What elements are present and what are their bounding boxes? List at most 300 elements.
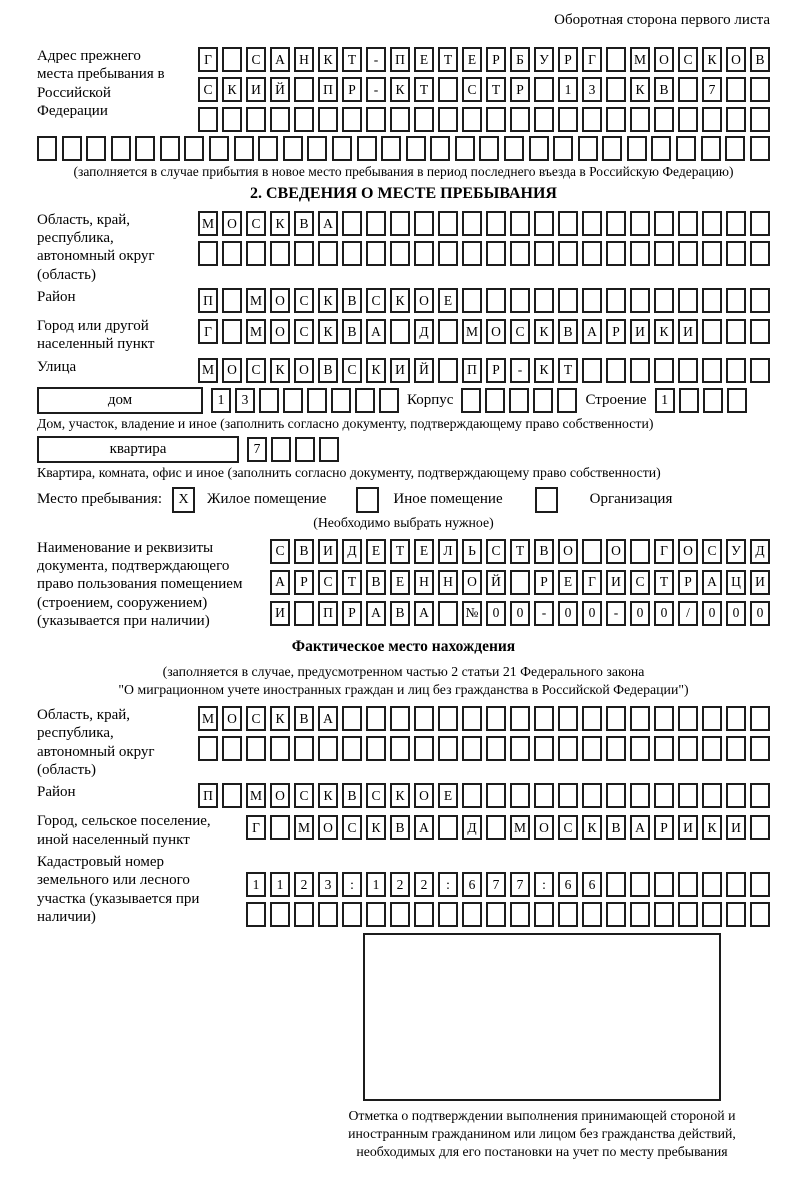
char-cell[interactable] (318, 736, 338, 761)
char-cell[interactable] (534, 783, 554, 808)
char-cell[interactable]: 0 (486, 601, 506, 626)
char-cell[interactable] (678, 872, 698, 897)
char-cell[interactable]: Р (654, 815, 674, 840)
char-cell[interactable] (606, 902, 626, 927)
char-cell[interactable] (750, 241, 770, 266)
char-cell[interactable]: К (318, 288, 338, 313)
char-cell[interactable]: 6 (558, 872, 578, 897)
char-cell[interactable] (678, 902, 698, 927)
char-cell[interactable] (438, 77, 458, 102)
char-cell[interactable] (679, 388, 699, 413)
char-cell[interactable] (558, 288, 578, 313)
char-cell[interactable]: Д (342, 539, 362, 564)
house-type-box[interactable] (37, 387, 203, 414)
char-cell[interactable] (558, 241, 578, 266)
char-cell[interactable] (702, 211, 722, 236)
char-cell[interactable]: С (558, 815, 578, 840)
char-cell[interactable]: И (678, 319, 698, 344)
char-cell[interactable] (332, 136, 352, 161)
char-cell[interactable] (558, 736, 578, 761)
char-cell[interactable]: М (246, 783, 266, 808)
char-cell[interactable]: 6 (582, 872, 602, 897)
char-cell[interactable] (37, 136, 57, 161)
char-cell[interactable] (726, 77, 746, 102)
char-cell[interactable] (702, 902, 722, 927)
char-cell[interactable]: С (366, 783, 386, 808)
char-cell[interactable]: Т (486, 77, 506, 102)
char-cell[interactable]: 1 (211, 388, 231, 413)
char-cell[interactable] (553, 136, 573, 161)
char-cell[interactable] (319, 437, 339, 462)
char-cell[interactable]: М (246, 319, 266, 344)
char-cell[interactable]: / (678, 601, 698, 626)
char-cell[interactable]: К (582, 815, 602, 840)
char-cell[interactable] (246, 736, 266, 761)
char-cell[interactable] (630, 241, 650, 266)
char-cell[interactable]: 3 (235, 388, 255, 413)
char-cell[interactable] (534, 288, 554, 313)
char-cell[interactable] (606, 872, 626, 897)
char-cell[interactable] (270, 736, 290, 761)
char-cell[interactable] (725, 136, 745, 161)
char-cell[interactable] (606, 77, 626, 102)
char-cell[interactable]: Р (558, 47, 578, 72)
char-cell[interactable]: Г (198, 47, 218, 72)
char-cell[interactable] (630, 288, 650, 313)
char-cell[interactable]: - (606, 601, 626, 626)
char-cell[interactable]: П (198, 783, 218, 808)
char-cell[interactable] (702, 241, 722, 266)
char-cell[interactable] (750, 211, 770, 236)
char-cell[interactable]: С (294, 783, 314, 808)
char-cell[interactable] (727, 388, 747, 413)
char-cell[interactable] (558, 783, 578, 808)
char-cell[interactable] (307, 136, 327, 161)
char-cell[interactable]: В (654, 77, 674, 102)
char-cell[interactable] (356, 487, 379, 513)
char-cell[interactable] (678, 288, 698, 313)
char-cell[interactable]: В (750, 47, 770, 72)
char-cell[interactable] (438, 358, 458, 383)
char-cell[interactable]: П (390, 47, 410, 72)
char-cell[interactable] (486, 736, 506, 761)
char-cell[interactable] (510, 211, 530, 236)
char-cell[interactable] (630, 211, 650, 236)
char-cell[interactable] (438, 736, 458, 761)
char-cell[interactable]: : (534, 872, 554, 897)
char-cell[interactable]: К (390, 288, 410, 313)
char-cell[interactable] (342, 706, 362, 731)
char-cell[interactable] (703, 388, 723, 413)
char-cell[interactable]: : (438, 872, 458, 897)
char-cell[interactable] (582, 736, 602, 761)
char-cell[interactable] (582, 783, 602, 808)
char-cell[interactable]: П (318, 77, 338, 102)
char-cell[interactable] (678, 358, 698, 383)
char-cell[interactable] (750, 319, 770, 344)
char-cell[interactable] (438, 815, 458, 840)
char-cell[interactable]: 3 (582, 77, 602, 102)
char-cell[interactable]: - (510, 358, 530, 383)
char-cell[interactable]: В (558, 319, 578, 344)
char-cell[interactable]: В (342, 783, 362, 808)
char-cell[interactable]: О (222, 211, 242, 236)
char-cell[interactable]: Р (486, 47, 506, 72)
char-cell[interactable]: К (318, 319, 338, 344)
char-cell[interactable] (294, 107, 314, 132)
char-cell[interactable] (342, 241, 362, 266)
char-cell[interactable]: П (318, 601, 338, 626)
char-cell[interactable] (462, 736, 482, 761)
char-cell[interactable]: М (462, 319, 482, 344)
char-cell[interactable]: С (630, 570, 650, 595)
char-cell[interactable]: Г (246, 815, 266, 840)
char-cell[interactable] (259, 388, 279, 413)
char-cell[interactable] (558, 107, 578, 132)
char-cell[interactable]: К (630, 77, 650, 102)
char-cell[interactable]: 0 (654, 601, 674, 626)
char-cell[interactable] (318, 241, 338, 266)
char-cell[interactable]: К (318, 47, 338, 72)
char-cell[interactable]: Е (462, 47, 482, 72)
char-cell[interactable]: В (342, 288, 362, 313)
char-cell[interactable]: Е (366, 539, 386, 564)
char-cell[interactable]: 7 (486, 872, 506, 897)
char-cell[interactable]: 0 (702, 601, 722, 626)
char-cell[interactable]: К (270, 211, 290, 236)
char-cell[interactable] (582, 539, 602, 564)
char-cell[interactable]: Е (414, 47, 434, 72)
char-cell[interactable]: М (198, 706, 218, 731)
char-cell[interactable]: Н (414, 570, 434, 595)
char-cell[interactable] (726, 736, 746, 761)
char-cell[interactable]: Н (294, 47, 314, 72)
char-cell[interactable] (651, 136, 671, 161)
char-cell[interactable] (654, 211, 674, 236)
char-cell[interactable]: С (246, 706, 266, 731)
char-cell[interactable]: 1 (366, 872, 386, 897)
char-cell[interactable] (222, 736, 242, 761)
char-cell[interactable] (750, 358, 770, 383)
char-cell[interactable] (414, 902, 434, 927)
char-cell[interactable] (381, 136, 401, 161)
char-cell[interactable]: А (414, 601, 434, 626)
char-cell[interactable] (414, 241, 434, 266)
char-cell[interactable]: К (702, 815, 722, 840)
char-cell[interactable] (294, 77, 314, 102)
char-cell[interactable] (750, 136, 770, 161)
char-cell[interactable] (246, 107, 266, 132)
char-cell[interactable] (270, 815, 290, 840)
char-cell[interactable]: Т (414, 77, 434, 102)
char-cell[interactable] (486, 211, 506, 236)
char-cell[interactable] (222, 783, 242, 808)
char-cell[interactable]: 2 (390, 872, 410, 897)
char-cell[interactable]: С (294, 319, 314, 344)
char-cell[interactable]: 7 (510, 872, 530, 897)
char-cell[interactable] (62, 136, 82, 161)
char-cell[interactable]: С (318, 570, 338, 595)
char-cell[interactable] (510, 241, 530, 266)
char-cell[interactable] (414, 736, 434, 761)
char-cell[interactable] (678, 211, 698, 236)
char-cell[interactable] (246, 241, 266, 266)
char-cell[interactable] (678, 77, 698, 102)
char-cell[interactable]: 0 (726, 601, 746, 626)
char-cell[interactable]: К (390, 783, 410, 808)
char-cell[interactable]: Т (342, 47, 362, 72)
char-cell[interactable]: Й (414, 358, 434, 383)
char-cell[interactable]: Ц (726, 570, 746, 595)
char-cell[interactable]: - (366, 77, 386, 102)
char-cell[interactable]: Т (342, 570, 362, 595)
char-cell[interactable]: В (342, 319, 362, 344)
char-cell[interactable] (438, 319, 458, 344)
char-cell[interactable]: К (534, 319, 554, 344)
char-cell[interactable] (678, 107, 698, 132)
char-cell[interactable] (222, 107, 242, 132)
char-cell[interactable] (366, 902, 386, 927)
char-cell[interactable] (438, 601, 458, 626)
char-cell[interactable]: 0 (750, 601, 770, 626)
char-cell[interactable] (582, 902, 602, 927)
char-cell[interactable]: М (246, 288, 266, 313)
char-cell[interactable] (726, 358, 746, 383)
char-cell[interactable]: А (702, 570, 722, 595)
char-cell[interactable] (702, 288, 722, 313)
char-cell[interactable] (726, 241, 746, 266)
char-cell[interactable]: В (318, 358, 338, 383)
char-cell[interactable] (430, 136, 450, 161)
char-cell[interactable] (534, 77, 554, 102)
char-cell[interactable] (342, 107, 362, 132)
char-cell[interactable] (318, 107, 338, 132)
char-cell[interactable]: 0 (510, 601, 530, 626)
char-cell[interactable] (676, 136, 696, 161)
char-cell[interactable] (135, 136, 155, 161)
char-cell[interactable]: 1 (246, 872, 266, 897)
char-cell[interactable]: X (172, 487, 195, 513)
char-cell[interactable] (486, 706, 506, 731)
char-cell[interactable] (558, 706, 578, 731)
char-cell[interactable] (307, 388, 327, 413)
char-cell[interactable]: 2 (294, 872, 314, 897)
char-cell[interactable] (750, 872, 770, 897)
char-cell[interactable]: Р (678, 570, 698, 595)
char-cell[interactable] (222, 288, 242, 313)
char-cell[interactable] (366, 736, 386, 761)
char-cell[interactable]: Р (342, 77, 362, 102)
char-cell[interactable] (701, 136, 721, 161)
char-cell[interactable] (379, 388, 399, 413)
char-cell[interactable] (479, 136, 499, 161)
char-cell[interactable]: У (534, 47, 554, 72)
char-cell[interactable] (654, 902, 674, 927)
char-cell[interactable]: М (198, 358, 218, 383)
char-cell[interactable] (702, 736, 722, 761)
char-cell[interactable]: Р (534, 570, 554, 595)
char-cell[interactable] (462, 211, 482, 236)
char-cell[interactable]: В (390, 815, 410, 840)
char-cell[interactable]: В (366, 570, 386, 595)
char-cell[interactable] (726, 902, 746, 927)
char-cell[interactable]: - (366, 47, 386, 72)
char-cell[interactable]: О (414, 783, 434, 808)
char-cell[interactable] (198, 241, 218, 266)
char-cell[interactable]: Д (414, 319, 434, 344)
char-cell[interactable]: С (270, 539, 290, 564)
char-cell[interactable] (331, 388, 351, 413)
char-cell[interactable]: О (318, 815, 338, 840)
char-cell[interactable]: О (222, 706, 242, 731)
char-cell[interactable] (702, 783, 722, 808)
char-cell[interactable]: Т (510, 539, 530, 564)
char-cell[interactable] (558, 902, 578, 927)
char-cell[interactable]: Е (558, 570, 578, 595)
char-cell[interactable]: О (270, 319, 290, 344)
char-cell[interactable] (750, 77, 770, 102)
char-cell[interactable]: Т (438, 47, 458, 72)
char-cell[interactable] (462, 783, 482, 808)
char-cell[interactable]: М (510, 815, 530, 840)
char-cell[interactable] (534, 107, 554, 132)
char-cell[interactable] (270, 241, 290, 266)
char-cell[interactable]: 0 (630, 601, 650, 626)
char-cell[interactable]: В (294, 539, 314, 564)
char-cell[interactable] (438, 706, 458, 731)
char-cell[interactable]: К (390, 77, 410, 102)
char-cell[interactable] (342, 211, 362, 236)
char-cell[interactable]: 2 (414, 872, 434, 897)
char-cell[interactable] (462, 241, 482, 266)
char-cell[interactable] (486, 902, 506, 927)
char-cell[interactable]: О (654, 47, 674, 72)
char-cell[interactable] (86, 136, 106, 161)
char-cell[interactable] (510, 570, 530, 595)
char-cell[interactable] (702, 107, 722, 132)
char-cell[interactable]: С (510, 319, 530, 344)
char-cell[interactable] (357, 136, 377, 161)
char-cell[interactable] (485, 388, 505, 413)
char-cell[interactable]: Й (486, 570, 506, 595)
char-cell[interactable]: Г (582, 47, 602, 72)
char-cell[interactable] (198, 107, 218, 132)
char-cell[interactable] (678, 706, 698, 731)
char-cell[interactable] (160, 136, 180, 161)
char-cell[interactable]: С (366, 288, 386, 313)
char-cell[interactable]: О (678, 539, 698, 564)
char-cell[interactable]: Н (438, 570, 458, 595)
char-cell[interactable] (406, 136, 426, 161)
char-cell[interactable]: 7 (702, 77, 722, 102)
char-cell[interactable]: И (390, 358, 410, 383)
char-cell[interactable] (726, 319, 746, 344)
char-cell[interactable] (654, 107, 674, 132)
char-cell[interactable] (534, 211, 554, 236)
char-cell[interactable]: А (318, 706, 338, 731)
char-cell[interactable] (630, 706, 650, 731)
char-cell[interactable] (606, 706, 626, 731)
char-cell[interactable] (184, 136, 204, 161)
char-cell[interactable]: К (318, 783, 338, 808)
char-cell[interactable] (750, 902, 770, 927)
char-cell[interactable] (702, 706, 722, 731)
char-cell[interactable]: 1 (270, 872, 290, 897)
char-cell[interactable]: Ь (462, 539, 482, 564)
char-cell[interactable]: В (390, 601, 410, 626)
char-cell[interactable]: И (750, 570, 770, 595)
char-cell[interactable] (234, 136, 254, 161)
char-cell[interactable] (750, 706, 770, 731)
char-cell[interactable]: У (726, 539, 746, 564)
char-cell[interactable] (678, 736, 698, 761)
char-cell[interactable]: Е (438, 288, 458, 313)
char-cell[interactable]: Г (654, 539, 674, 564)
char-cell[interactable] (630, 539, 650, 564)
char-cell[interactable] (606, 783, 626, 808)
char-cell[interactable] (270, 107, 290, 132)
char-cell[interactable] (509, 388, 529, 413)
char-cell[interactable] (726, 211, 746, 236)
char-cell[interactable] (462, 288, 482, 313)
char-cell[interactable]: Б (510, 47, 530, 72)
char-cell[interactable] (438, 241, 458, 266)
char-cell[interactable] (582, 241, 602, 266)
char-cell[interactable]: С (462, 77, 482, 102)
char-cell[interactable]: К (366, 358, 386, 383)
char-cell[interactable]: Е (438, 783, 458, 808)
char-cell[interactable]: 0 (582, 601, 602, 626)
char-cell[interactable]: О (294, 358, 314, 383)
char-cell[interactable]: О (534, 815, 554, 840)
char-cell[interactable] (462, 902, 482, 927)
char-cell[interactable]: И (678, 815, 698, 840)
char-cell[interactable] (630, 872, 650, 897)
char-cell[interactable] (294, 241, 314, 266)
char-cell[interactable] (222, 319, 242, 344)
char-cell[interactable] (510, 736, 530, 761)
char-cell[interactable] (366, 241, 386, 266)
char-cell[interactable] (390, 706, 410, 731)
char-cell[interactable] (258, 136, 278, 161)
char-cell[interactable] (414, 706, 434, 731)
char-cell[interactable]: И (246, 77, 266, 102)
char-cell[interactable] (678, 783, 698, 808)
char-cell[interactable]: 7 (247, 437, 267, 462)
char-cell[interactable] (726, 288, 746, 313)
char-cell[interactable] (606, 241, 626, 266)
char-cell[interactable] (627, 136, 647, 161)
char-cell[interactable] (726, 783, 746, 808)
char-cell[interactable]: 1 (655, 388, 675, 413)
char-cell[interactable] (654, 358, 674, 383)
char-cell[interactable] (529, 136, 549, 161)
char-cell[interactable] (390, 902, 410, 927)
char-cell[interactable]: Т (390, 539, 410, 564)
char-cell[interactable] (654, 736, 674, 761)
char-cell[interactable]: 0 (558, 601, 578, 626)
char-cell[interactable]: В (294, 211, 314, 236)
char-cell[interactable] (578, 136, 598, 161)
char-cell[interactable] (283, 388, 303, 413)
char-cell[interactable] (390, 736, 410, 761)
char-cell[interactable] (366, 107, 386, 132)
char-cell[interactable]: А (582, 319, 602, 344)
char-cell[interactable]: Е (390, 570, 410, 595)
char-cell[interactable] (198, 736, 218, 761)
char-cell[interactable]: К (222, 77, 242, 102)
char-cell[interactable] (582, 211, 602, 236)
